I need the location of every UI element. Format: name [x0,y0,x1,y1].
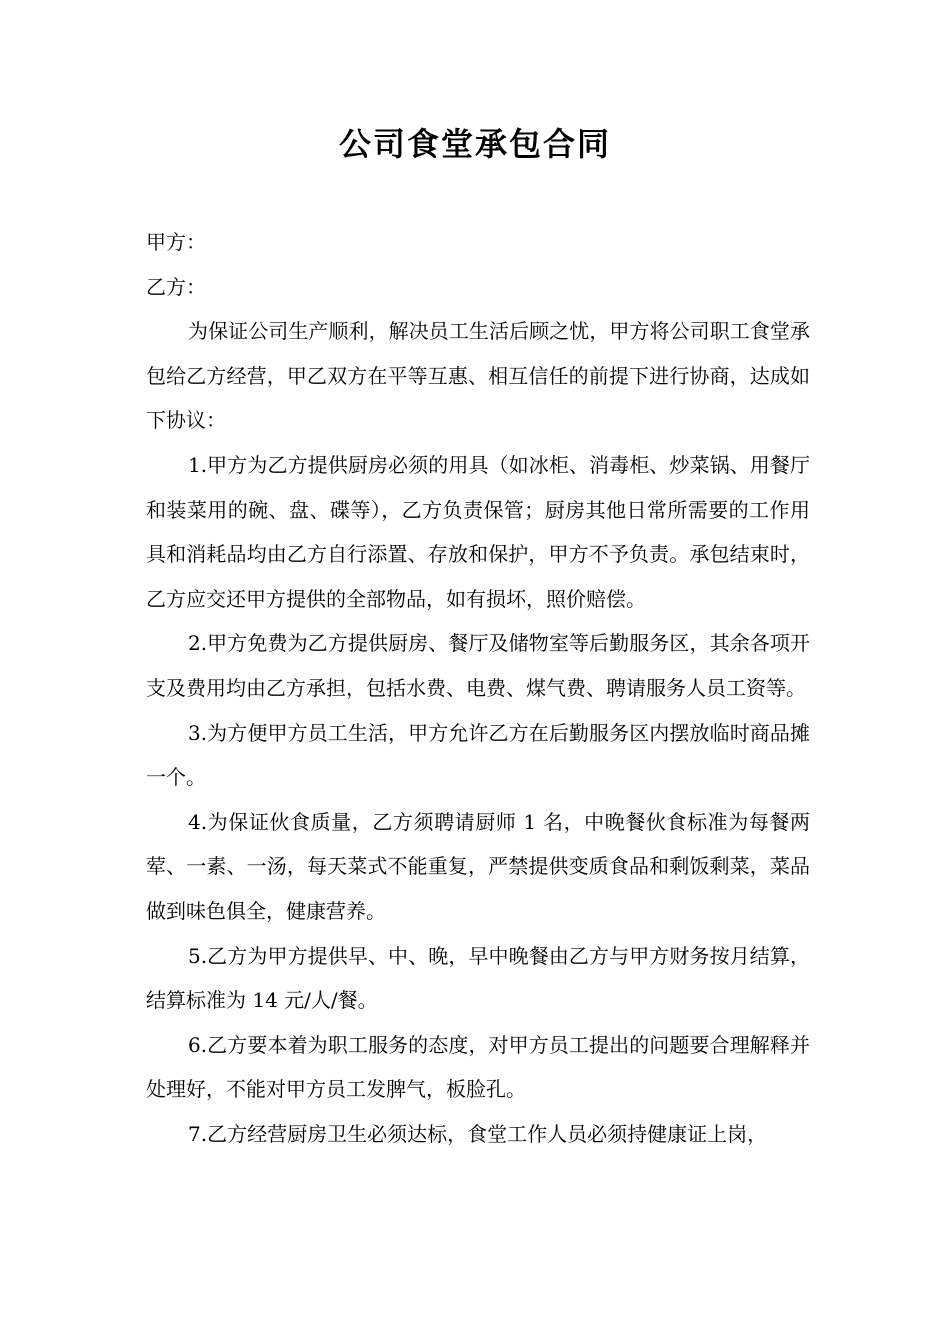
clause-5-paragraph: 5.乙方为甲方提供早、中、晚，早中晚餐由乙方与甲方财务按月结算，结算标准为 14 元/人/餐。 [146,943,810,1013]
document-title: 公司食堂承包合同 [338,125,611,163]
clause-4-paragraph: 4.为保证伙食质量，乙方须聘请厨师 1 名，中晚餐伙食标准为每餐两荤、一素、一汤，每天菜式不能重复，严禁提供变质食品和剩饭剩菜，菜品做到味色俱全，健康营养。 [146,809,810,923]
clause-6-paragraph: 6.乙方要本着为职工服务的态度，对甲方员工提出的问题要合理解释并处理好，不能对甲方员工发脾气，板脸孔。 [146,1032,810,1102]
clause-2-paragraph: 2.甲方免费为乙方提供厨房、餐厅及储物室等后勤服务区，其余各项开支及费用均由乙方承担，包括水费、电费、煤气费、聘请服务人员工资等。 [146,631,810,700]
intro-paragraph: 为保证公司生产顺利，解决员工生活后顾之忧，甲方将公司职工食堂承包给乙方经营，甲乙双方在平等互惠、相互信任的前提下进行协商，达成如下协议： [146,319,810,433]
party-b-line: 乙方： [146,274,206,299]
clause-7-paragraph: 7.乙方经营厨房卫生必须达标，食堂工作人员必须持健康证上岗， [188,1121,768,1146]
clause-1-paragraph: 1.甲方为乙方提供厨房必须的用具（如冰柜、消毒柜、炒菜锅、用餐厅和装菜用的碗、盘、碟等），乙方负责保管；厨房其他日常所需要的工作用具和消耗品均由乙方自行添置、存放和保护，甲方不予负责。承包结束时，乙方应交还甲方提供的全部物品，如有损坏，照价赔偿。 [146,452,810,611]
clause-3-paragraph: 3.为方便甲方员工生活，甲方允许乙方在后勤服务区内摆放临时商品摊一个。 [146,720,810,790]
party-a-line: 甲方： [146,230,206,254]
document-body [146,220,810,1156]
